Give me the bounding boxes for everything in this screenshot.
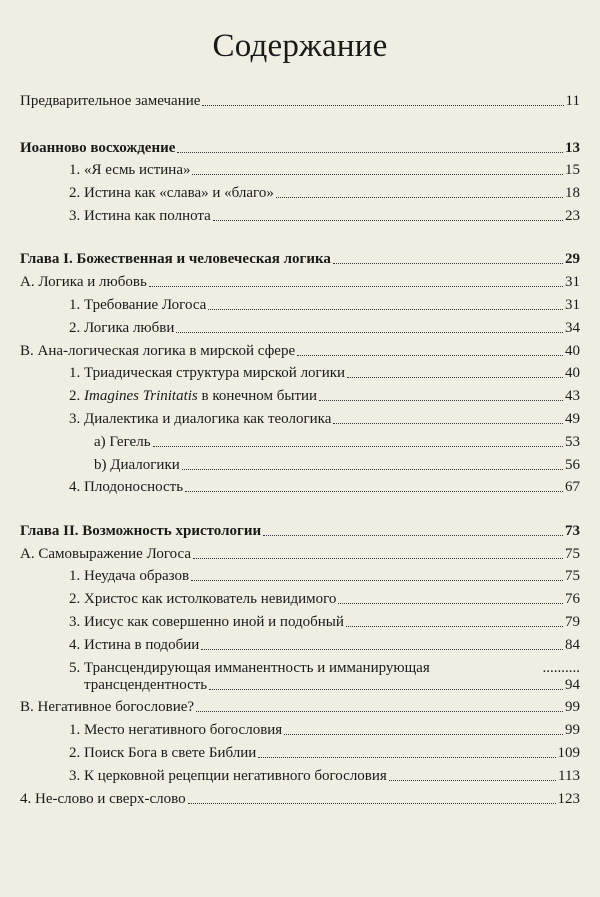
toc-entry-page: 76 [565, 591, 580, 607]
toc-entry-preface[interactable] [20, 88, 580, 110]
toc-entry-truth-in-likeness[interactable] [69, 632, 580, 654]
dot-leader [347, 377, 563, 378]
dot-leader [319, 400, 563, 401]
toc-entry-chapter-2[interactable] [20, 518, 580, 540]
toc-entry-title: a) Гегель [94, 434, 151, 450]
toc-entry-self-expression[interactable] [20, 541, 580, 563]
toc-entry-title: 4. Истина в подобии [69, 637, 200, 653]
toc-entry-page: 34 [565, 320, 580, 336]
dot-leader [276, 197, 563, 198]
toc-entry-page: 40 [565, 365, 580, 381]
toc-entry-title: 2. Поиск Бога в свете Библии [69, 745, 257, 761]
toc-entry-fruitfulness[interactable] [69, 474, 580, 496]
toc-entry-title: 3. Диалектика и диалогика как теологика [69, 411, 332, 427]
toc-entry-italic-title: Imagines Trinitatis [84, 388, 198, 404]
toc-entry-page: 99 [565, 699, 580, 715]
toc-entry-title: 3. Иисус как совершенно иной и подобный [69, 614, 344, 630]
toc-entry-page: 84 [565, 637, 580, 653]
toc-entry-logos-demand[interactable] [69, 292, 580, 314]
dot-leader [389, 780, 556, 781]
toc-entry-title: 2. Истина как «слава» и «благо» [69, 185, 274, 201]
toc-entry-title: 2. Христос как истолкователь невидимого [69, 591, 337, 607]
toc-entry-page: 29 [565, 251, 580, 267]
toc-entry-title: 1. «Я есмь истина» [69, 162, 191, 178]
toc-entry-title: 1. Неудача образов [69, 568, 190, 584]
toc-entry-title: 1. Место негативного богословия [69, 722, 283, 738]
toc-entry-title: 2. Логика любви [69, 320, 175, 336]
toc-entry-title: Предварительное замечание [20, 93, 201, 109]
toc-entry-title: Глава II. Возможность христологии [20, 523, 262, 539]
toc-entry-page: 109 [557, 745, 580, 761]
toc-entry-title: 1. Триадическая структура мирской логики [69, 365, 346, 381]
toc-entry-church-reception[interactable] [69, 763, 580, 785]
toc-entry-christ-interpreter[interactable] [69, 586, 580, 608]
toc-entry-triadic-structure[interactable] [69, 360, 580, 382]
dot-leader [213, 220, 563, 221]
dot-leader [191, 580, 563, 581]
toc-entry-analogical-logic[interactable] [20, 338, 580, 360]
dot-leader [284, 734, 563, 735]
dot-leader [188, 803, 556, 804]
dot-leader [258, 757, 555, 758]
toc-entry-page: 94 [565, 677, 580, 693]
toc-entry-page: 13 [565, 140, 580, 156]
toc-entry-page: 15 [565, 162, 580, 178]
toc-entry-page: 79 [565, 614, 580, 630]
toc-entry-title [69, 387, 317, 405]
dot-leader [209, 689, 563, 690]
toc-entry-page: 99 [565, 722, 580, 738]
toc-entry-number: 2. [69, 388, 84, 404]
toc-entry-page: 53 [565, 434, 580, 450]
dot-leader [201, 649, 563, 650]
toc-entry-page: 23 [565, 208, 580, 224]
toc-entry-imagines-trinitatis[interactable] [69, 383, 580, 405]
dot-leader [193, 558, 563, 559]
toc-entry-title: b) Диалогики [94, 457, 180, 473]
dot-leader [333, 263, 563, 264]
toc-entry-page: 113 [558, 768, 580, 784]
toc-entry-page: 31 [565, 274, 580, 290]
toc-entry-page: 43 [565, 388, 580, 404]
dot-leader [149, 286, 563, 287]
toc-entry-johannine-ascent[interactable] [20, 135, 580, 157]
toc-entry-title-line2: трансцендентность [84, 677, 208, 693]
toc-entry-page: 123 [557, 791, 580, 807]
toc-entry-logic-of-love[interactable] [69, 315, 580, 337]
toc-entry-dialectics[interactable] [69, 406, 580, 428]
dot-leader [192, 174, 563, 175]
toc-entry-page: 18 [565, 185, 580, 201]
dot-leader [297, 355, 563, 356]
toc-entry-i-am-truth[interactable] [69, 157, 580, 179]
toc-entry-logic-love[interactable] [20, 269, 580, 291]
toc-entry-title: 3. К церковной рецепции негативного богословия [69, 768, 387, 784]
toc-entry-title: 4. Плодоносность [69, 479, 184, 495]
toc-entry-jesus-other-similar[interactable] [69, 609, 580, 631]
toc-entry-title-rest: в конечном бытии [197, 388, 318, 404]
toc-entry-negative-theology[interactable] [20, 694, 580, 716]
toc-entry-title: В. Ана-логическая логика в мирской сфере [20, 343, 296, 359]
page-title: Содержание [212, 28, 388, 64]
dot-leader [196, 711, 563, 712]
toc-entry-title: 4. Не-слово и сверх-слово [20, 791, 186, 807]
dot-leader [338, 603, 563, 604]
toc-entry-line1-tail: .......... [542, 660, 580, 676]
toc-entry-dialogics[interactable] [94, 452, 580, 474]
dot-leader [333, 423, 563, 424]
toc-entry-chapter-1[interactable] [20, 246, 580, 268]
dot-leader [208, 309, 563, 310]
toc-entry-page: 75 [565, 568, 580, 584]
toc-entry-page: 49 [565, 411, 580, 427]
dot-leader [176, 332, 563, 333]
toc-entry-page: 56 [565, 457, 580, 473]
toc-entry-page: 67 [565, 479, 580, 495]
toc-entry-page: 31 [565, 297, 580, 313]
toc-entry-non-word[interactable] [20, 786, 580, 808]
toc-entry-hegel[interactable] [94, 429, 580, 451]
toc-entry-transcendence-cont[interactable] [84, 672, 580, 694]
dot-leader [346, 626, 563, 627]
toc-entry-title: А. Самовыражение Логоса [20, 546, 192, 562]
toc-entry-place-negative-theology[interactable] [69, 717, 580, 739]
toc-entry-page: 11 [565, 93, 580, 109]
toc-entry-page: 75 [565, 546, 580, 562]
toc-entry-title: Иоанново восхождение [20, 140, 176, 156]
dot-leader [177, 152, 563, 153]
dot-leader [182, 469, 563, 470]
toc-entry-title: 3. Истина как полнота [69, 208, 211, 224]
toc-entry-page: 73 [565, 523, 580, 539]
toc-entry-failure-of-images[interactable] [69, 563, 580, 585]
toc-entry-truth-glory-good[interactable] [69, 180, 580, 202]
toc-entry-search-god-bible[interactable] [69, 740, 580, 762]
toc-entry-title-line1: 5. Трансцендирующая имманентность и имманирующая [69, 660, 430, 676]
toc-entry-title: Глава I. Божественная и человеческая логика [20, 251, 331, 267]
dot-leader [202, 105, 563, 106]
toc-entry-title: В. Негативное богословие? [20, 699, 195, 715]
dot-leader [263, 535, 563, 536]
toc-entry-truth-fullness[interactable] [69, 203, 580, 225]
dot-leader [153, 446, 563, 447]
toc-entry-page: 40 [565, 343, 580, 359]
toc-entry-title: А. Логика и любовь [20, 274, 147, 290]
toc-entry-title: 1. Требование Логоса [69, 297, 207, 313]
dot-leader [185, 491, 563, 492]
